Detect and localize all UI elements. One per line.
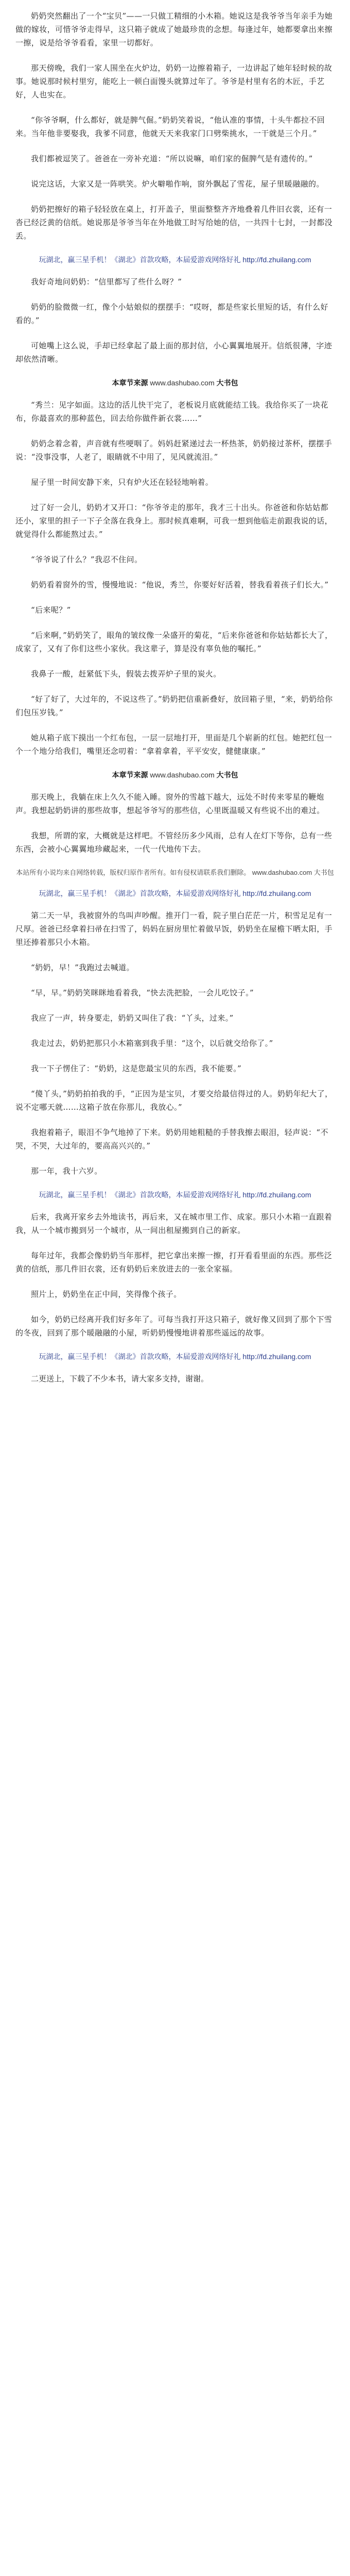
paragraph: 我们都被逗笑了。爸爸在一旁补充道：“所以说嘛，咱们家的倔脾气是有遗传的。” xyxy=(31,154,313,163)
paragraph: 奶奶把擦好的箱子轻轻放在桌上，打开盖子，里面整整齐齐地叠着几件旧衣裳，还有一沓已经泛黄的信纸。她说那是爷爷当年在外地做工时写给她的信，一共四十七封，一封都没丢。 xyxy=(15,205,333,241)
paragraph: “好了好了，大过年的，不说这些了。”奶奶把信重新叠好，放回箱子里，“来，奶奶给你们包压岁钱。” xyxy=(15,694,333,717)
paragraph: 奶奶看着窗外的雪，慢慢地说：“他说，秀兰，你要好好活着，替我看着孩子们长大。” xyxy=(31,580,329,589)
source-watermark xyxy=(15,770,335,780)
paragraph: “早，早。”奶奶笑眯眯地看着我，“快去洗把脸，一会儿吃饺子。” xyxy=(31,988,254,997)
paragraph: 我抱着箱子，眼泪不争气地掉了下来。奶奶用她粗糙的手替我擦去眼泪，轻声说：“不哭，不哭，大过年的，要高高兴兴的。” xyxy=(15,1128,328,1150)
paragraph: 那一年，我十六岁。 xyxy=(31,1166,102,1176)
paragraph: 每年过年，我都会像奶奶当年那样，把它拿出来擦一擦，打开看看里面的东西。那些泛黄的信纸，那几件旧衣裳，还有奶奶后来放进去的一张全家福。 xyxy=(15,1251,332,1274)
source-label: 本章节来源 xyxy=(112,771,148,779)
source-label: 本章节来源 xyxy=(112,379,148,387)
author-note: 二更送上，下载了不少本书，请大家多支持，谢谢。 xyxy=(31,1374,209,1383)
chapter-body-part4 xyxy=(15,790,335,856)
paragraph: 奶奶念着念着，声音就有些哽咽了。妈妈赶紧递过去一杯热茶，奶奶接过茶杯，摆摆手说：“没事没事，人老了，眼睛就不中用了，见风就流泪。” xyxy=(15,439,332,462)
chapter-body-part3 xyxy=(15,398,335,758)
chapter-body-part2 xyxy=(15,275,335,366)
paragraph: 她从箱子底下摸出一个红布包，一层一层地打开，里面是几个崭新的红包。她把红包一个一个地分给我们，嘴里还念叨着：“拿着拿着，平平安安，健健康康。” xyxy=(15,733,332,756)
paragraph: 过了好一会儿，奶奶才又开口：“你爷爷走的那年，我才三十出头。你爸爸和你姑姑都还小，家里的担子一下子全落在我身上。那时候真难啊，可我一想到他临走前跟我说的话，就觉得什么都能熬过去。” xyxy=(15,503,333,539)
chapter-body-part1 xyxy=(15,9,335,243)
chapter-body-part6 xyxy=(15,1210,335,1340)
paragraph: 屋子里一时间安静下来，只有炉火还在轻轻地响着。 xyxy=(31,478,214,487)
paragraph: 我应了一声，转身要走，奶奶又叫住了我：“丫头，过来。” xyxy=(31,1013,234,1023)
paragraph: 可她嘴上这么说，手却已经拿起了最上面的那封信，小心翼翼地展开。信纸很薄，字迹却依然清晰。 xyxy=(15,341,332,364)
promo-link[interactable]: 玩湖北，赢三星手机！《湖北》首款攻略，本届爱游戏网络好礼 http://fd.zhuilang.com xyxy=(39,889,311,897)
paragraph: 第二天一早，我被窗外的鸟叫声吵醒。推开门一看，院子里白茫茫一片，积雪足足有一尺厚。爸爸已经拿着扫帚在扫雪了，妈妈在厨房里忙着做早饭，奶奶坐在屋檐下晒太阳，手里还捧着那只小木箱。 xyxy=(15,911,333,947)
paragraph: 我一下子愣住了：“奶奶，这是您最宝贝的东西，我不能要。” xyxy=(31,1064,242,1073)
paragraph: 我走过去，奶奶把那只小木箱塞到我手里：“这个，以后就交给你了。” xyxy=(31,1039,273,1048)
promo-link[interactable]: 玩湖北，赢三星手机！《湖北》首款攻略，本届爱游戏网络好礼 http://fd.zhuilang.com xyxy=(39,1352,311,1361)
promo-link[interactable]: 玩湖北，赢三星手机！《湖北》首款攻略，本届爱游戏网络好礼 http://fd.zhuilang.com xyxy=(39,256,311,264)
paragraph: 说完这话，大家又是一阵哄笑。炉火噼啪作响，窗外飘起了雪花，屋子里暖融融的。 xyxy=(31,179,324,189)
source-watermark xyxy=(15,378,335,388)
source-site-name: 大书包 xyxy=(216,771,238,779)
promo-link[interactable]: 玩湖北，赢三星手机！《湖北》首款攻略，本届爱游戏网络好礼 http://fd.zhuilang.com xyxy=(39,1191,311,1199)
source-site-link[interactable]: www.dashubao.com xyxy=(150,379,215,387)
paragraph: “爷爷说了什么？”我忍不住问。 xyxy=(31,555,143,564)
paragraph: “你爷爷啊，什么都好，就是脾气倔。”奶奶笑着说，“他认准的事情，十头牛都拉不回来。当年他非要娶我，我爹不同意，他就天天来我家门口劈柴挑水，一干就是三个月。” xyxy=(15,115,325,138)
chapter-body-part5 xyxy=(15,909,335,1178)
paragraph: 后来，我离开家乡去外地读书，再后来，又在城市里工作、成家。那只小木箱一直跟着我，从一个城市搬到另一个城市，从一间出租屋搬到自己的新家。 xyxy=(15,1212,332,1235)
source-site-link[interactable]: www.dashubao.com xyxy=(150,771,215,779)
paragraph: 我鼻子一酸，赶紧低下头，假装去拨弄炉子里的炭火。 xyxy=(31,669,221,679)
paragraph: “秀兰：见字如面。这边的活儿快干完了，老板说月底就能结工钱。我给你买了一块花布，你最喜欢的那种蓝色，回去给你做件新衣裳……” xyxy=(15,400,328,423)
paragraph: 我好奇地问奶奶：“信里都写了些什么呀？” xyxy=(31,277,182,286)
paragraph: 那天晚上，我躺在床上久久不能入睡。窗外的雪越下越大，远处不时传来零星的鞭炮声。我想起奶奶讲的那些故事，想起爷爷写的那些信，心里既温暖又有些说不出的难过。 xyxy=(15,792,325,815)
paragraph: 我想，所谓的家，大概就是这样吧。不管经历多少风雨，总有人在灯下等你，总有一些东西，会被小心翼翼地珍藏起来，一代一代地传下去。 xyxy=(15,831,332,854)
paragraph: “奶奶，早！”我跑过去喊道。 xyxy=(31,963,134,972)
paragraph: 照片上，奶奶坐在正中间，笑得像个孩子。 xyxy=(31,1290,182,1299)
paragraph: “后来啊，”奶奶笑了，眼角的皱纹像一朵盛开的菊花，“后来你爸爸和你姑姑都长大了，成家了，又有了你们这些小家伙。我这辈子，算是没有辜负他的嘱托。” xyxy=(15,631,333,653)
source-site-name: 大书包 xyxy=(216,379,238,387)
paragraph: “后来呢？” xyxy=(31,605,71,615)
paragraph: 奶奶突然翻出了一个“宝贝”——一只做工精细的小木箱。她说这是我爷爷当年亲手为她做的嫁妆，可惜爷爷走得早，这只箱子就成了她最珍贵的念想。每逢过年，她都要拿出来擦一擦，说是给爷爷看看，家里一切都好。 xyxy=(15,11,333,47)
paragraph: 如今，奶奶已经离开我们好多年了。可每当我打开这只箱子，就好像又回到了那个下雪的冬夜，回到了那个暖融融的小屋，听奶奶慢慢地讲着那些遥远的故事。 xyxy=(15,1315,332,1337)
source-line xyxy=(15,378,335,388)
paragraph: 奶奶的脸微微一红，像个小姑娘似的摆摆手：“哎呀，都是些家长里短的话，有什么好看的。” xyxy=(15,302,328,325)
source-line xyxy=(15,770,335,780)
copyright-notice: 本站所有小说均来自网络转载，版权归原作者所有。如有侵权请联系我们删除。 www.dashubao.com 大书包 xyxy=(16,869,334,876)
paragraph: 那天傍晚，我们一家人围坐在火炉边，奶奶一边擦着箱子，一边讲起了她年轻时候的故事。她说那时候村里穷，能吃上一顿白面馒头就算过年了。爷爷是村里有名的木匠，手艺好，人也实在。 xyxy=(15,63,332,99)
paragraph: “傻丫头，”奶奶拍拍我的手，“正因为是宝贝，才要交给最信得过的人。奶奶年纪大了，说不定哪天就……这箱子放在你那儿，我放心。” xyxy=(15,1089,333,1112)
